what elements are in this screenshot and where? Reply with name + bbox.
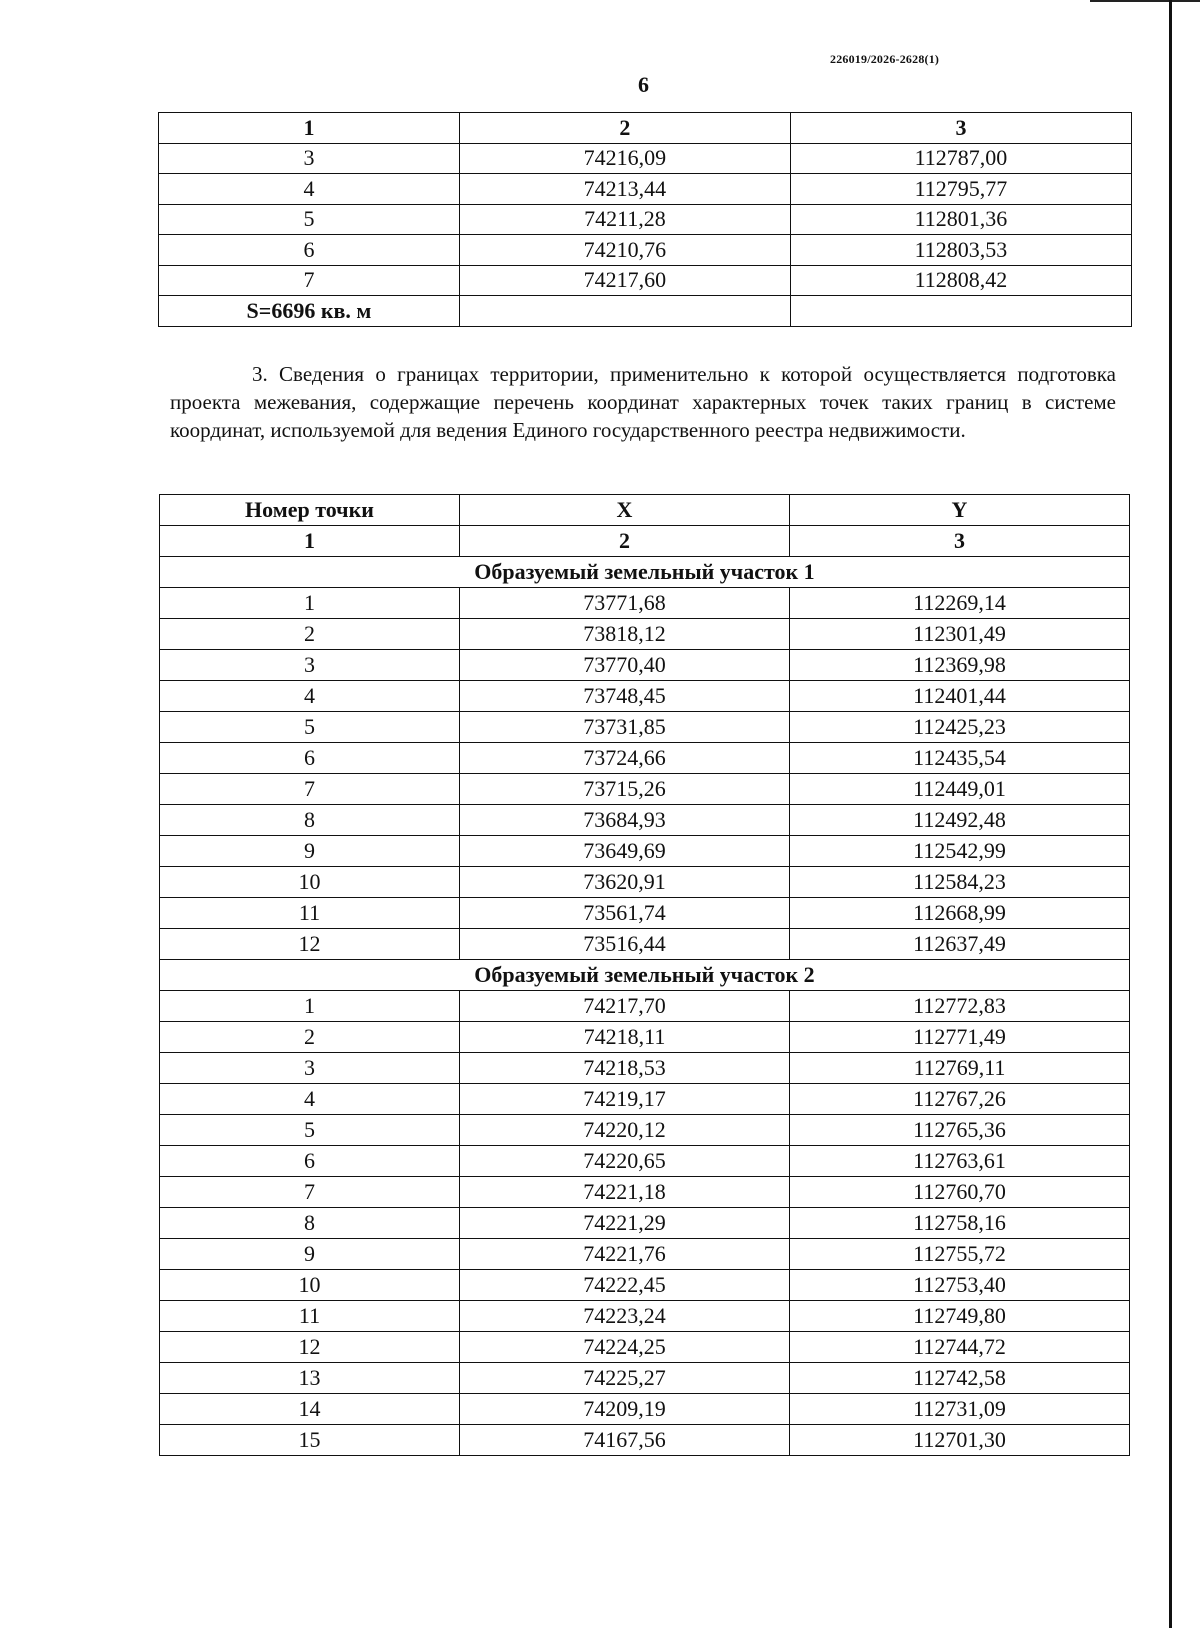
table-cell: 73684,93: [460, 805, 790, 836]
table-cell: 74220,65: [460, 1146, 790, 1177]
table-row: [160, 1301, 1130, 1332]
table-cell: 112584,23: [790, 867, 1130, 898]
table-cell: 74213,44: [459, 174, 790, 205]
column-number: 2: [460, 526, 790, 557]
table-header-row: [159, 113, 1132, 144]
table-cell: 74218,53: [460, 1053, 790, 1084]
table-cell: 112749,80: [790, 1301, 1130, 1332]
table-cell: 1: [160, 588, 460, 619]
table-cell: 112772,83: [790, 991, 1130, 1022]
table-cell: 6: [159, 235, 460, 266]
table-row: [160, 1270, 1130, 1301]
table-row: [160, 650, 1130, 681]
table-cell: 112808,42: [790, 265, 1131, 296]
table-cell: 112755,72: [790, 1239, 1130, 1270]
table-cell: 112760,70: [790, 1177, 1130, 1208]
table-row: [160, 1022, 1130, 1053]
table-cell: 74221,29: [460, 1208, 790, 1239]
table-row: [160, 1332, 1130, 1363]
table-cell: 5: [160, 1115, 460, 1146]
table-row: [160, 1053, 1130, 1084]
column-number: 3: [790, 526, 1130, 557]
table-row: [160, 805, 1130, 836]
table-cell: 6: [160, 743, 460, 774]
table-cell: 112701,30: [790, 1425, 1130, 1456]
table-cell: 112492,48: [790, 805, 1130, 836]
table-cell: 3: [160, 650, 460, 681]
table-cell: 74209,19: [460, 1394, 790, 1425]
document-id: 226019/2026-2628(1): [830, 52, 940, 66]
table-cell: 112795,77: [790, 174, 1131, 205]
table-cell: 112753,40: [790, 1270, 1130, 1301]
table-cell: 73620,91: [460, 867, 790, 898]
table-row: [160, 681, 1130, 712]
table-row: [160, 1208, 1130, 1239]
table-cell: 11: [160, 898, 460, 929]
boundary-coordinates-table: [159, 494, 1130, 1456]
table-row: [160, 836, 1130, 867]
table-cell: 7: [159, 265, 460, 296]
table-cell: 74222,45: [460, 1270, 790, 1301]
table-cell: 2: [160, 619, 460, 650]
table-row: [160, 1239, 1130, 1270]
table-cell: 6: [160, 1146, 460, 1177]
table-cell: 4: [159, 174, 460, 205]
table-cell: 8: [160, 805, 460, 836]
table-cell: 1: [160, 991, 460, 1022]
table-cell: 112449,01: [790, 774, 1130, 805]
section-title: Образуемый земельный участок 1: [160, 557, 1130, 588]
table-cell: 112542,99: [790, 836, 1130, 867]
section-title-row: [160, 557, 1130, 588]
table-cell: 12: [160, 1332, 460, 1363]
table-cell: 74210,76: [459, 235, 790, 266]
table-row: [160, 774, 1130, 805]
table-cell: 112801,36: [790, 204, 1131, 235]
table-cell: 74221,18: [460, 1177, 790, 1208]
table-cell: 2: [160, 1022, 460, 1053]
table-header-row: [160, 495, 1130, 526]
table-cell: 73771,68: [460, 588, 790, 619]
table-cell: 5: [160, 712, 460, 743]
table-row: [160, 1084, 1130, 1115]
table-row: [160, 898, 1130, 929]
table-row: [160, 1394, 1130, 1425]
column-header: Номер точки: [160, 495, 460, 526]
table-cell: 7: [160, 774, 460, 805]
column-header: Y: [790, 495, 1130, 526]
table-cell: 112637,49: [790, 929, 1130, 960]
page-number: 6: [638, 72, 649, 97]
scan-edge-right: [1169, 0, 1172, 1628]
table-row: [160, 991, 1130, 1022]
table-cell: 112269,14: [790, 588, 1130, 619]
table-row: [160, 619, 1130, 650]
table-row: [159, 174, 1132, 205]
table-cell: 112758,16: [790, 1208, 1130, 1239]
table-cell: 74211,28: [459, 204, 790, 235]
table-row: [160, 1115, 1130, 1146]
table-cell: 74218,11: [460, 1022, 790, 1053]
table-cell: 112771,49: [790, 1022, 1130, 1053]
table-cell: 74217,70: [460, 991, 790, 1022]
table-row: [159, 265, 1132, 296]
empty-cell: [459, 296, 790, 327]
table-row: [160, 1425, 1130, 1456]
table-cell: 73561,74: [460, 898, 790, 929]
table-row: [159, 204, 1132, 235]
column-header: X: [460, 495, 790, 526]
table-cell: 112803,53: [790, 235, 1131, 266]
table-cell: 3: [160, 1053, 460, 1084]
table-cell: 112763,61: [790, 1146, 1130, 1177]
table1-body: [159, 113, 1132, 327]
table-cell: 10: [160, 867, 460, 898]
table-cell: 74220,12: [460, 1115, 790, 1146]
column-number: 1: [160, 526, 460, 557]
table-row: [160, 743, 1130, 774]
table-cell: 4: [160, 1084, 460, 1115]
table-cell: 112435,54: [790, 743, 1130, 774]
table-cell: 13: [160, 1363, 460, 1394]
table-cell: 73715,26: [460, 774, 790, 805]
section-title: Образуемый земельный участок 2: [160, 960, 1130, 991]
table-cell: 7: [160, 1177, 460, 1208]
section-title-row: [160, 960, 1130, 991]
table-cell: 73818,12: [460, 619, 790, 650]
table-cell: 5: [159, 204, 460, 235]
table-cell: 74216,09: [459, 143, 790, 174]
table-row: [160, 1146, 1130, 1177]
table-cell: 74225,27: [460, 1363, 790, 1394]
column-number-row: [160, 526, 1130, 557]
table-row: [159, 235, 1132, 266]
table-cell: 112742,58: [790, 1363, 1130, 1394]
table-cell: 74217,60: [459, 265, 790, 296]
table-row: [159, 143, 1132, 174]
table-cell: 112301,49: [790, 619, 1130, 650]
table-cell: 112769,11: [790, 1053, 1130, 1084]
table-cell: 9: [160, 836, 460, 867]
table-cell: 112787,00: [790, 143, 1131, 174]
table-cell: 14: [160, 1394, 460, 1425]
table-cell: 74224,25: [460, 1332, 790, 1363]
table-cell: 11: [160, 1301, 460, 1332]
table-cell: 8: [160, 1208, 460, 1239]
table-row: [160, 1363, 1130, 1394]
table-cell: 73724,66: [460, 743, 790, 774]
table-row: [160, 1177, 1130, 1208]
table-cell: 73516,44: [460, 929, 790, 960]
table-cell: 3: [159, 143, 460, 174]
coordinates-table-continued: [158, 112, 1132, 327]
table-row: [160, 929, 1130, 960]
table-cell: 74219,17: [460, 1084, 790, 1115]
empty-cell: [790, 296, 1131, 327]
table-cell: 73731,85: [460, 712, 790, 743]
table2-body: [160, 495, 1130, 1456]
table-cell: 12: [160, 929, 460, 960]
table-row: [160, 712, 1130, 743]
table-cell: 112765,36: [790, 1115, 1130, 1146]
table-cell: 112731,09: [790, 1394, 1130, 1425]
table-cell: 73649,69: [460, 836, 790, 867]
area-row: [159, 296, 1132, 327]
scan-edge-top: [1090, 0, 1200, 2]
column-header: 3: [790, 113, 1131, 144]
table-cell: 112401,44: [790, 681, 1130, 712]
table-cell: 10: [160, 1270, 460, 1301]
table-cell: 73748,45: [460, 681, 790, 712]
table-cell: 9: [160, 1239, 460, 1270]
section-3-paragraph: 3. Сведения о границах территории, применительно к которой осуществляется подготовка проекта межевания, содержащие перечень координат характерных точек таких границ в системе координат, используемой для ведения Единого государственного реестра недвижимости.: [170, 362, 1116, 442]
table-cell: 15: [160, 1425, 460, 1456]
column-header: 1: [159, 113, 460, 144]
table-cell: 73770,40: [460, 650, 790, 681]
table-cell: 4: [160, 681, 460, 712]
table-cell: 112767,26: [790, 1084, 1130, 1115]
table-row: [160, 588, 1130, 619]
table-cell: 74221,76: [460, 1239, 790, 1270]
table-cell: 74167,56: [460, 1425, 790, 1456]
table-cell: 112369,98: [790, 650, 1130, 681]
table-cell: 112668,99: [790, 898, 1130, 929]
table-cell: 112425,23: [790, 712, 1130, 743]
table-cell: 112744,72: [790, 1332, 1130, 1363]
table-row: [160, 867, 1130, 898]
column-header: 2: [459, 113, 790, 144]
area-value: S=6696 кв. м: [159, 296, 460, 327]
table-cell: 74223,24: [460, 1301, 790, 1332]
